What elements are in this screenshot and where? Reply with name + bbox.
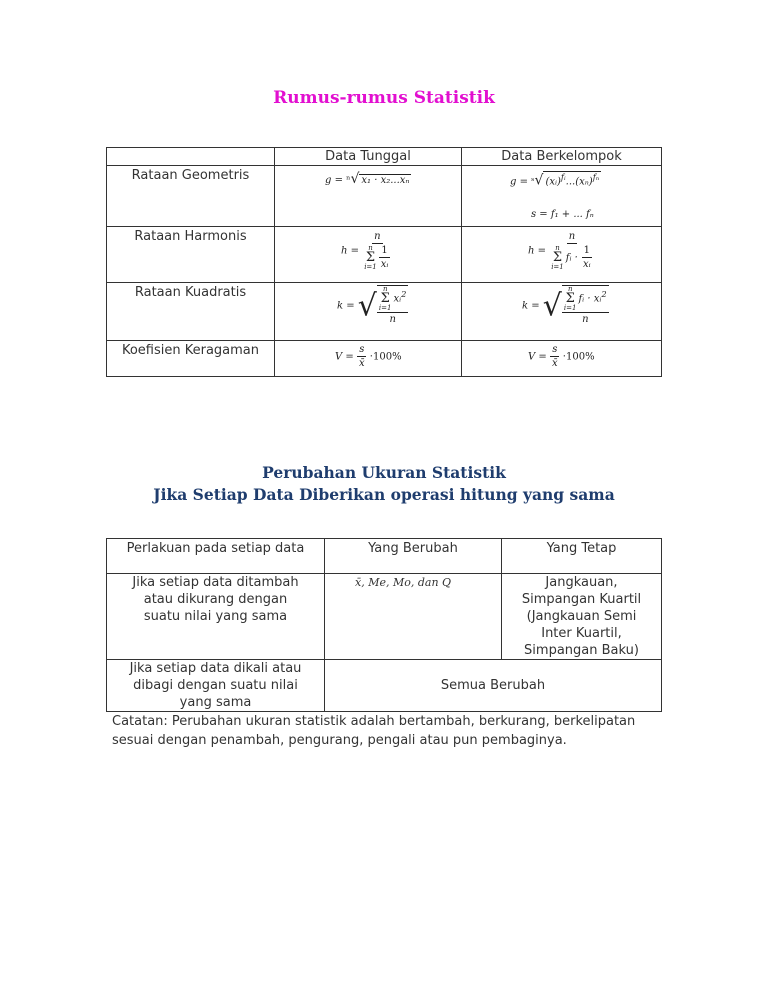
- formula-geometris-kelompok: g = ˢ√ $(xᵢ)^{fᵢ}...(x_n)^{f_n}$ s = f₁ + ... fₙ: [462, 166, 662, 227]
- all-changed: Semua Berubah: [325, 660, 662, 712]
- table-row: [107, 341, 662, 377]
- formula-kuadratis-kelompok: k = √ n Σ i=1 fᵢ · xᵢ$^2$ n: [462, 283, 662, 341]
- formula-keragaman-tunggal: V = $\frac{s}{x̄}$ ·100%: [275, 341, 462, 377]
- note-text: Catatan: Perubahan ukuran statistik adalah bertambah, berkurang, berkelipatan sesuai dengan penambah, pengurang, pengali atau pun pembaginya.: [112, 714, 636, 748]
- section-title-line1: Perubahan Ukuran Statistik: [262, 463, 506, 482]
- formula-geometris-tunggal: g = ⁿ√ x₁ · x₂...xₙ: [275, 166, 462, 227]
- treatment-add: Jika setiap data ditambah atau dikurang dengan suatu nilai yang sama: [107, 574, 325, 660]
- table-row: [107, 574, 662, 660]
- header-perlakuan: Perlakuan pada setiap data: [107, 539, 325, 574]
- page-title: Rumus-rumus Statistik: [273, 88, 495, 108]
- formula-harmonis-tunggal: h = n n Σ i=1 $\frac{1}{\text{xᵢ}}$: [275, 227, 462, 283]
- header-empty: [107, 148, 275, 166]
- table-header-row: [107, 539, 662, 574]
- change-table: [106, 538, 662, 712]
- header-data-berkelompok: Data Berkelompok: [462, 148, 662, 166]
- row-label-keragaman: Koefisien Keragaman: [107, 341, 275, 377]
- table-row: [107, 283, 662, 341]
- header-berubah: Yang Berubah: [325, 539, 502, 574]
- table-row: [107, 660, 662, 712]
- formula-keragaman-kelompok: V = $\frac{s}{x̄}$ ·100%: [462, 341, 662, 377]
- formula-s-sum: s = f₁ + ... fₙ: [531, 209, 594, 220]
- fixed-values: Jangkauan, Simpangan Kuartil (Jangkauan Semi Inter Kuartil, Simpangan Baku): [502, 574, 662, 660]
- formula-table: [106, 147, 662, 377]
- row-label-harmonis: Rataan Harmonis: [107, 227, 275, 283]
- header-data-tunggal: Data Tunggal: [275, 148, 462, 166]
- changed-values: x̄, Me, Mo, dan Q: [325, 574, 502, 660]
- formula-harmonis-kelompok: h = n n Σ i=1 fᵢ · $\frac{1}{\text{xᵢ}}$: [462, 227, 662, 283]
- header-tetap: Yang Tetap: [502, 539, 662, 574]
- formula-kuadratis-tunggal: k = √ n Σ i=1 xᵢ$^2$ n: [275, 283, 462, 341]
- table-row: [107, 166, 662, 227]
- treatment-multiply: Jika setiap data dikali atau dibagi dengan suatu nilai yang sama: [107, 660, 325, 712]
- row-label-geometris: Rataan Geometris: [107, 166, 275, 227]
- table-header-row: [107, 148, 662, 166]
- section-title-line2: Jika Setiap Data Diberikan operasi hitung yang sama: [153, 485, 615, 504]
- table-row: [107, 227, 662, 283]
- row-label-kuadratis: Rataan Kuadratis: [107, 283, 275, 341]
